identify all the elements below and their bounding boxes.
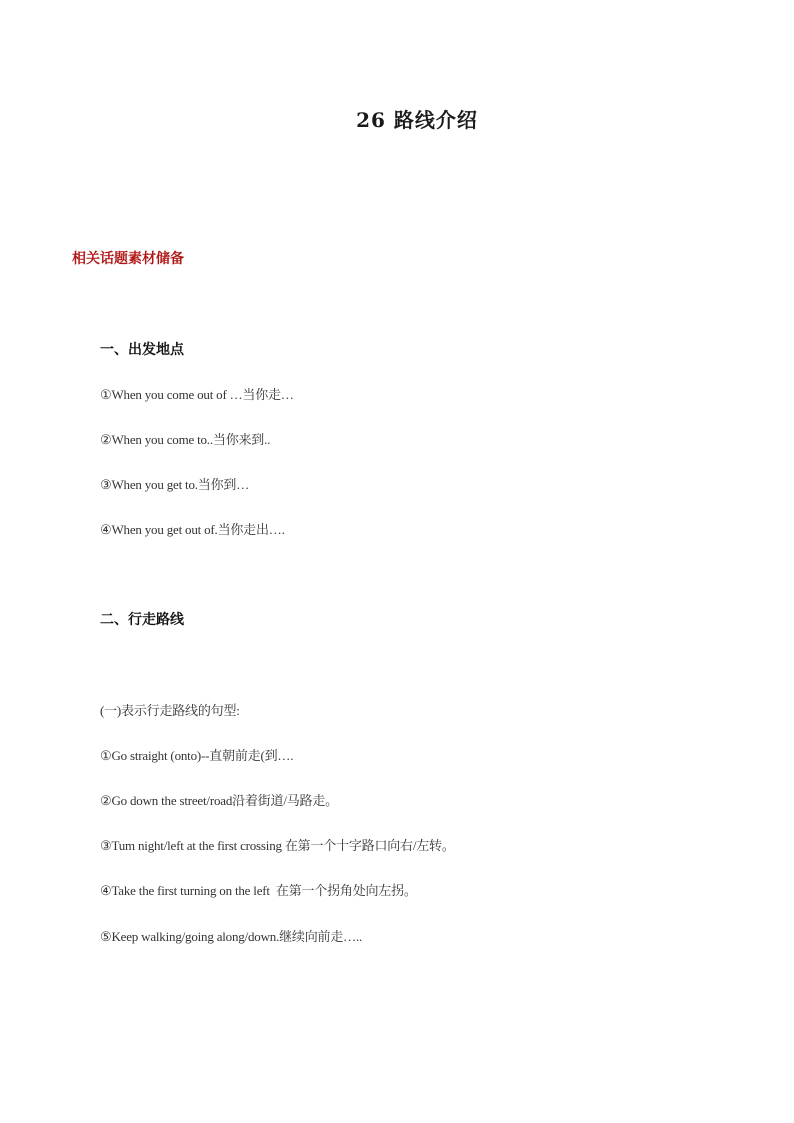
- section-label: 相关话题素材储备: [72, 251, 184, 267]
- list-item: ③Tum night/left at the first crossing 在第一个十字路口向右/左转。: [100, 838, 455, 853]
- list-item: ②When you come to..当你来到..: [100, 432, 271, 447]
- part2-subheading: (一)表示行走路线的句型:: [100, 703, 240, 718]
- part1-heading: 一、出发地点: [100, 342, 184, 358]
- page-title: 26 路线介绍: [356, 108, 478, 132]
- list-item: ③When you get to.当你到…: [100, 477, 249, 492]
- list-item: ①Go straight (onto)--直朝前走(到….: [100, 748, 294, 763]
- list-item: ④Take the first turning on the left 在第一个拐角处向左拐。: [100, 883, 417, 898]
- list-item: ②Go down the street/road沿着街道/马路走。: [100, 793, 338, 808]
- list-item: ④When you get out of.当你走出….: [100, 522, 285, 537]
- part2-heading: 二、行走路线: [100, 612, 184, 628]
- list-item: ①When you come out of …当你走…: [100, 387, 294, 402]
- list-item: ⑤Keep walking/going along/down.继续向前走…..: [100, 929, 363, 944]
